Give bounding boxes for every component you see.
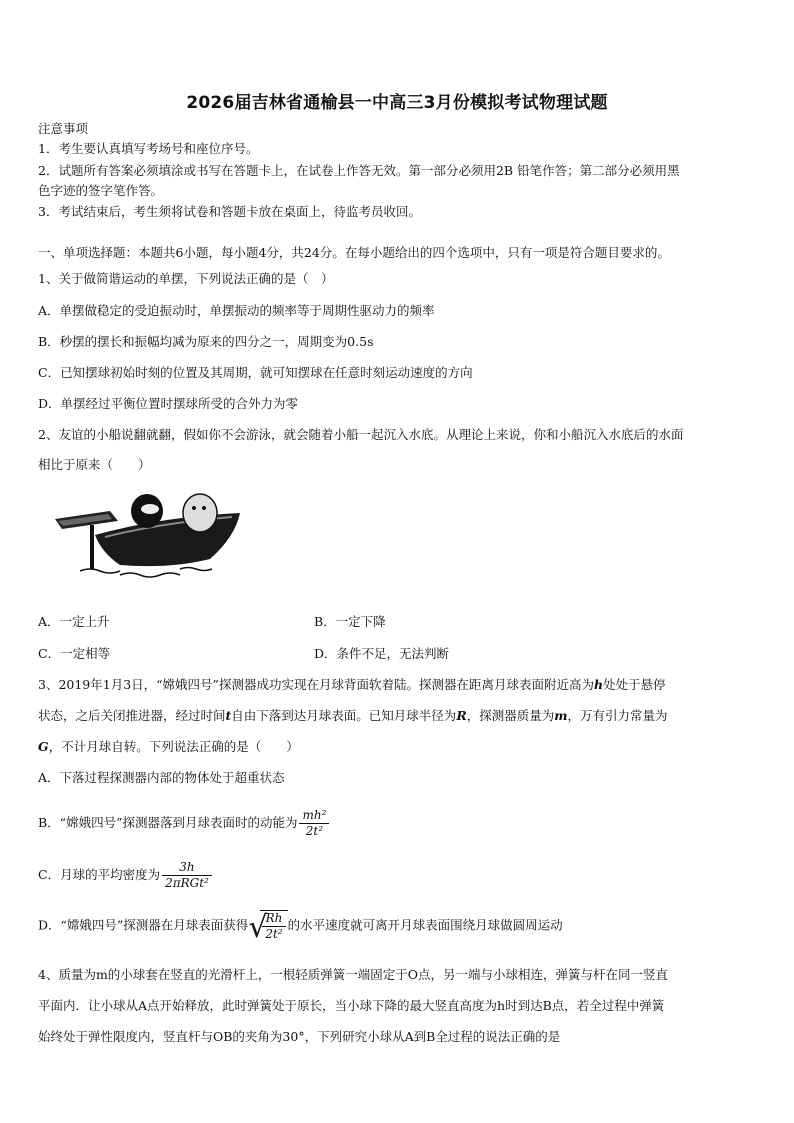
q4-stem-line3: 始终处于弹性限度内，竖直杆与OB的夹角为30°，下列研究小球从A到B全过程的说法正确的是 [38, 1029, 561, 1044]
q4-stem-line2: 平面内．让小球从A点开始释放，此时弹簧处于原长，当小球下降的最大竖直高度为h时到达B点，若全过程中弹簧 [38, 998, 665, 1013]
q1-option-d: D．单摆经过平衡位置时摆球所受的合外力为零 [38, 396, 299, 411]
notice-item: 2．试题所有答案必须填涂或书写在答题卡上，在试卷上作答无效。第一部分必须用2B 铅笔作答；第二部分必须用黑 [38, 163, 680, 178]
density-fraction: $\frac{3h}{\text{2πRGt²}}$ [162, 860, 212, 891]
q4-stem-line1: 4、质量为m的小球套在竖直的光滑杆上，一根轻质弹簧一端固定于O点，另一端与小球相连，弹簧与杆在同一竖直 [38, 967, 669, 982]
q3-stem-line1: 3、2019年1月3日，“嫦娥四号”探测器成功实现在月球背面软着陆。探测器在距离月球表面附近高为h处处于悬停 [38, 677, 666, 692]
sinking-boat-illustration [50, 487, 250, 587]
q3-stem-line2: 状态，之后关闭推进器，经过时间t自由下落到达月球表面。已知月球半径为R，探测器质量为m，万有引力常量为 [38, 708, 668, 723]
section-heading: 一、单项选择题：本题共6小题，每小题4分，共24分。在每小题给出的四个选项中，只有一项是符合题目要求的。 [38, 245, 670, 260]
q3-option-d: D．“嫦娥四号”探测器在月球表面获得 √ $\frac{Rh}{\text{2t²}}$ 的水平速度就可离开月球表面围绕月球做圆周运动 [38, 910, 563, 945]
q2-option-b: B．一定下降 [314, 614, 386, 629]
q1-option-c: C．已知摆球初始时刻的位置及其周期，就可知摆球在任意时刻运动速度的方向 [38, 365, 473, 380]
q3-option-a: A．下落过程探测器内部的物体处于超重状态 [38, 770, 285, 785]
q2-stem-cont: 相比于原来（ ） [38, 457, 151, 472]
q2-option-a: A．一定上升 [38, 614, 110, 629]
q2-option-c: C．一定相等 [38, 646, 111, 661]
q1-stem: 1、关于做简谐运动的单摆，下列说法正确的是（ ） [38, 271, 334, 286]
q3-stem-line3: G，不计月球自转。下列说法正确的是（ ） [38, 739, 299, 754]
kinetic-energy-fraction: $\frac{\text{mh²}}{\text{2t²}}$ [299, 808, 329, 839]
notice-item: 3．考试结束后，考生须将试卷和答题卡放在桌面上，待监考员收回。 [38, 204, 421, 219]
notice-item: 色字迹的签字笔作答。 [38, 183, 164, 198]
notice-heading: 注意事项 [38, 121, 89, 136]
velocity-sqrt: √ $\frac{Rh}{\text{2t²}}$ [248, 910, 287, 942]
q1-option-a: A．单摆做稳定的受迫振动时，单摆振动的频率等于周期性驱动力的频率 [38, 303, 435, 318]
notice-item: 1．考生要认真填写考场号和座位序号。 [38, 141, 259, 156]
q1-option-b: B．秒摆的摆长和振幅均减为原来的四分之一，周期变为0.5s [38, 334, 374, 349]
q3-option-b: B．“嫦娥四号”探测器落到月球表面时的动能为 $\frac{\text{mh²}}{\text{2t²}}$ [38, 808, 758, 839]
q3-option-c: C．月球的平均密度为 $\frac{3h}{\text{2πRGt²}}$ [38, 860, 758, 891]
q2-stem: 2、友谊的小船说翻就翻，假如你不会游泳，就会随着小船一起沉入水底。从理论上来说，你和小船沉入水底后的水面 [38, 427, 684, 442]
q2-option-d: D．条件不足，无法判断 [314, 646, 450, 661]
page-title: 2026届吉林省通榆县一中高三3月份模拟考试物理试题 [186, 93, 608, 113]
